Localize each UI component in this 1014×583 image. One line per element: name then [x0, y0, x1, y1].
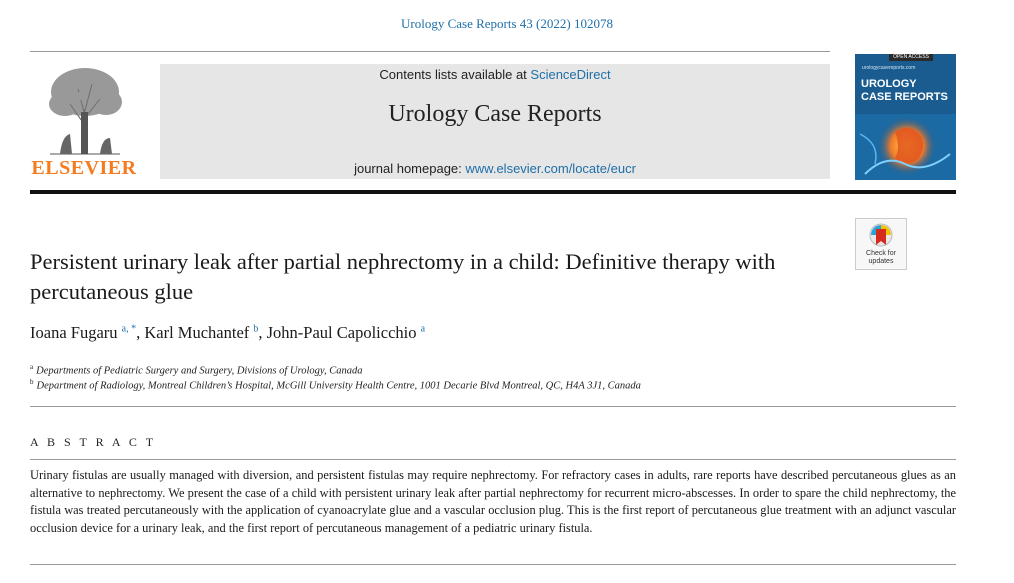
- check-updates-icon: [869, 223, 893, 249]
- header-divider: [30, 51, 830, 52]
- section-divider: [30, 406, 956, 407]
- elsevier-logo[interactable]: [30, 64, 138, 182]
- affiliation-mark: a: [30, 363, 34, 371]
- author-affiliation-mark[interactable]: b: [253, 323, 259, 335]
- author-affiliation-mark[interactable]: a, *: [121, 323, 137, 335]
- check-for-updates-button[interactable]: [855, 218, 907, 270]
- check-updates-line1: Check for: [866, 250, 896, 257]
- kidney-illustration-icon: [855, 114, 956, 180]
- homepage-prefix: journal homepage:: [354, 161, 466, 176]
- affiliation-text: Department of Radiology, Montreal Children’s Hospital, McGill University Health Centre, 1001 Decarie Blvd Montreal, QC, H4A 3J1, Canada: [36, 380, 641, 392]
- cover-title: [861, 78, 956, 104]
- affiliation-mark: b: [30, 378, 34, 386]
- abstract-text: Urinary fistulas are usually managed with diversion, and persistent fistulas may require nephrectomy. For refractory cases in adults, rare reports have described percutaneous glues as an alternative to nephrectomy. We present the case of a child with persistent urinary leak after partial nephrectomy for recurrent micro-abscesses. In order to spare the child nephrectomy, the fistula was treated percutaneously with the application of cyanoacrylate glue and a vascular occlusion plug. This is the first report of percutaneous glue treatment with an adjunct vascular occlusion device for a urinary leak, and the first report of percutaneous management of a pediatric urinary fistula.: [30, 468, 956, 535]
- contents-available-line: [160, 67, 830, 82]
- abstract-divider: [30, 459, 956, 460]
- abstract-bottom-divider: [30, 564, 956, 565]
- affiliation-a: [30, 363, 930, 377]
- author-name[interactable]: Ioana Fugaru: [30, 323, 118, 342]
- article-title: Persistent urinary leak after partial nephrectomy in a child: Definitive therapy with percutaneous glue: [30, 249, 776, 304]
- cover-title-line1: UROLOGY: [861, 78, 917, 90]
- author-name[interactable]: John-Paul Capolicchio: [266, 323, 417, 342]
- affiliation-b: [30, 378, 950, 392]
- contents-prefix: Contents lists available at: [379, 67, 531, 82]
- author-list: Ioana Fugaru $^{a, *}$, Karl Muchantef $^b$, John-Paul Capolicchio $^a$: [30, 323, 426, 342]
- journal-masthead: [160, 64, 830, 179]
- check-updates-label: [856, 250, 906, 266]
- open-access-badge: OPEN ACCESS: [889, 54, 933, 61]
- cover-title-line2: CASE REPORTS: [861, 91, 948, 103]
- author-name[interactable]: Karl Muchantef: [144, 323, 250, 342]
- homepage-link[interactable]: www.elsevier.com/locate/eucr: [465, 161, 636, 176]
- abstract-heading: A B S T R A C T: [30, 435, 157, 449]
- journal-name: Urology Case Reports: [388, 101, 602, 127]
- journal-cover-image[interactable]: [855, 54, 956, 180]
- sciencedirect-link[interactable]: ScienceDirect: [530, 67, 611, 82]
- affiliation-text: Departments of Pediatric Surgery and Surgery, Divisions of Urology, Canada: [36, 365, 363, 377]
- cover-url: urologycasereports.com: [862, 65, 916, 71]
- elsevier-tree-icon: [40, 64, 130, 156]
- check-updates-line2: updates: [868, 258, 894, 265]
- journal-homepage-line: [160, 161, 830, 176]
- masthead-divider: [30, 190, 956, 194]
- elsevier-wordmark: ELSEVIER: [31, 157, 137, 179]
- author-affiliation-mark[interactable]: a: [420, 323, 426, 335]
- journal-citation[interactable]: Urology Case Reports 43 (2022) 102078: [401, 16, 613, 31]
